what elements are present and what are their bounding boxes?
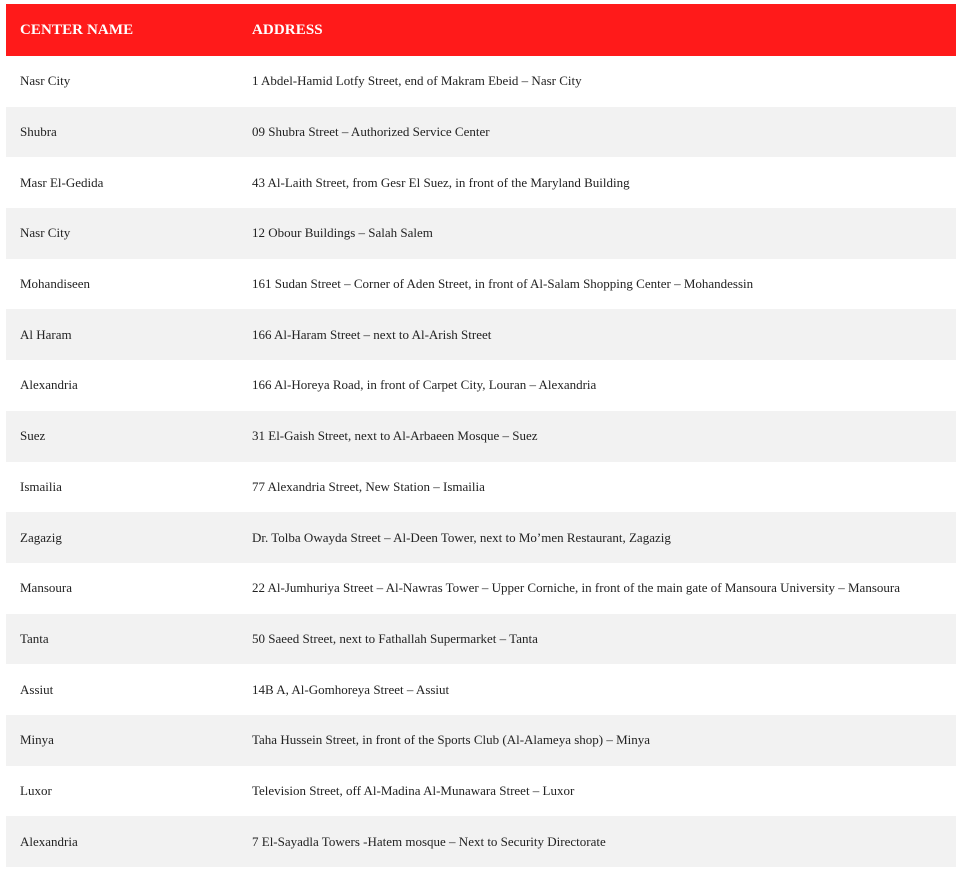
table-row: [6, 360, 956, 411]
table-row: [6, 512, 956, 563]
address-cell: 161 Sudan Street – Corner of Aden Street, in front of Al-Salam Shopping Center – Mohandessin: [252, 276, 754, 292]
table-row: [6, 816, 956, 867]
address-cell: Taha Hussein Street, in front of the Sports Club (Al-Alameya shop) – Minya: [252, 732, 651, 748]
table-row: [6, 411, 956, 462]
service-centers-table: [6, 4, 956, 867]
center-name-cell: Shubra: [20, 124, 57, 140]
address-cell: 14B A, Al-Gomhoreya Street – Assiut: [252, 681, 450, 697]
center-name-cell: Zagazig: [20, 529, 62, 545]
center-name-cell: Mansoura: [20, 580, 72, 596]
header-address: ADDRESS: [252, 21, 323, 38]
center-name-cell: Suez: [20, 428, 46, 444]
table-row: [6, 157, 956, 208]
table-row: [6, 563, 956, 614]
table-row: [6, 715, 956, 766]
center-name-cell: Al Haram: [20, 326, 72, 342]
table-row: [6, 462, 956, 513]
table-row: [6, 107, 956, 158]
center-name-cell: Nasr City: [20, 225, 71, 241]
center-name-cell: Alexandria: [20, 377, 78, 393]
service-centers-table-wrapper: [6, 4, 956, 867]
center-name-cell: Luxor: [20, 782, 52, 798]
table-row: [6, 309, 956, 360]
address-cell: 31 El-Gaish Street, next to Al-Arbaeen Mosque – Suez: [252, 428, 538, 444]
address-cell: 7 El-Sayadla Towers -Hatem mosque – Next to Security Directorate: [252, 833, 606, 849]
table-row: [6, 614, 956, 665]
address-cell: 12 Obour Buildings – Salah Salem: [252, 225, 433, 241]
address-cell: 22 Al-Jumhuriya Street – Al-Nawras Tower – Upper Corniche, in front of the main gate of Mansoura University – Mansoura: [252, 580, 900, 596]
center-name-cell: Mohandiseen: [20, 276, 91, 292]
header-center-name: CENTER NAME: [20, 21, 134, 38]
address-cell: 166 Al-Horeya Road, in front of Carpet City, Louran – Alexandria: [252, 377, 597, 393]
address-cell: 50 Saeed Street, next to Fathallah Supermarket – Tanta: [252, 630, 538, 646]
address-cell: Dr. Tolba Owayda Street – Al-Deen Tower, next to Mo’men Restaurant, Zagazig: [252, 529, 671, 545]
center-name-cell: Assiut: [20, 681, 54, 697]
address-cell: 77 Alexandria Street, New Station – Ismailia: [252, 478, 485, 494]
center-name-cell: Nasr City: [20, 73, 71, 89]
address-cell: Television Street, off Al-Madina Al-Munawara Street – Luxor: [252, 782, 575, 798]
address-cell: 43 Al-Laith Street, from Gesr El Suez, in front of the Maryland Building: [252, 174, 630, 190]
table-row: [6, 56, 956, 107]
table-row: [6, 664, 956, 715]
header-row: [6, 4, 956, 56]
center-name-cell: Minya: [20, 732, 54, 748]
table-header: [6, 4, 956, 56]
table-row: [6, 766, 956, 817]
address-cell: 09 Shubra Street – Authorized Service Center: [252, 124, 490, 140]
center-name-cell: Ismailia: [20, 478, 62, 494]
center-name-cell: Alexandria: [20, 833, 78, 849]
table-body: [6, 56, 956, 867]
table-row: [6, 259, 956, 310]
center-name-cell: Masr El-Gedida: [20, 174, 104, 190]
center-name-cell: Tanta: [20, 630, 49, 646]
table-row: [6, 208, 956, 259]
address-cell: 1 Abdel-Hamid Lotfy Street, end of Makram Ebeid – Nasr City: [252, 73, 582, 89]
address-cell: 166 Al-Haram Street – next to Al-Arish Street: [252, 326, 492, 342]
